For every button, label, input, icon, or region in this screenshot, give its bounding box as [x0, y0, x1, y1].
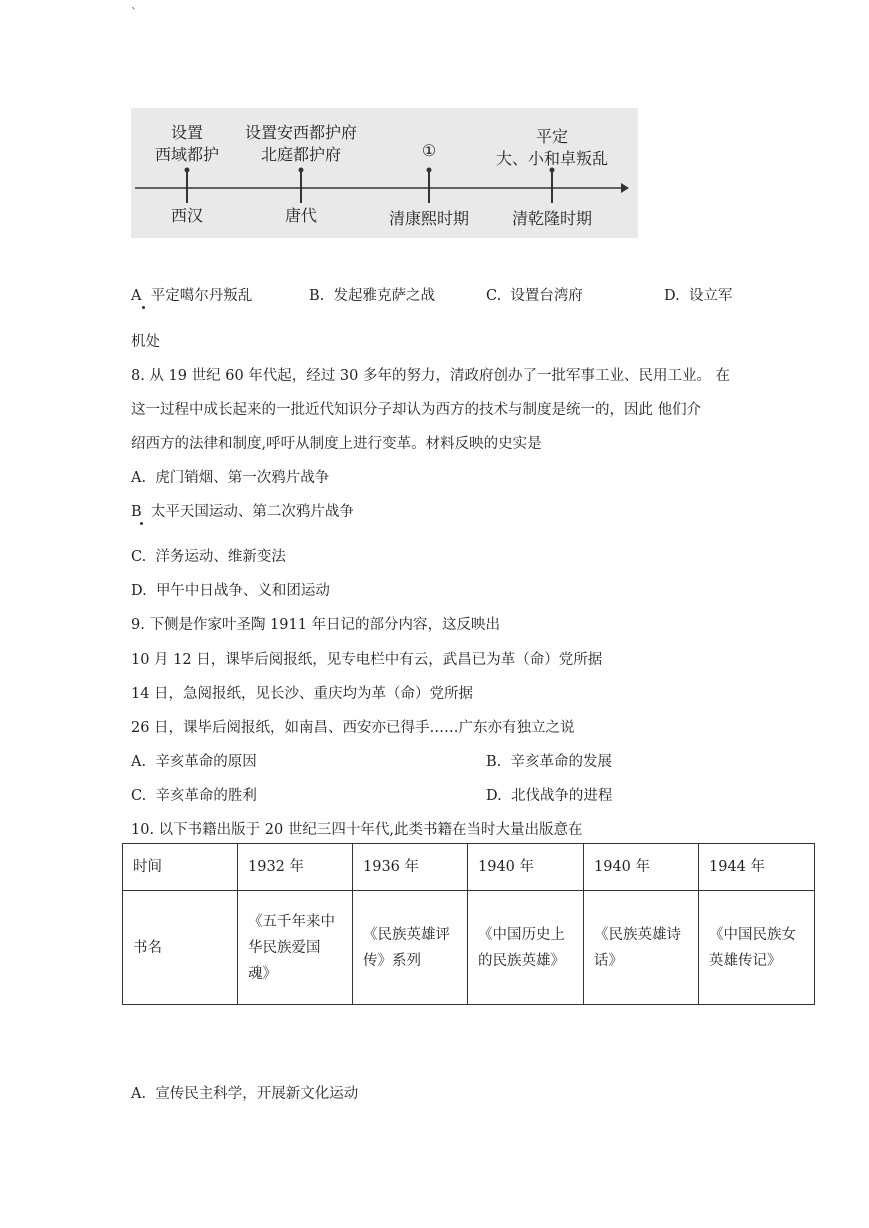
q8-option-b: B 太平天国运动、第二次鸦片战争	[131, 504, 354, 520]
q7-option-b: B. 发起雅克萨之战	[309, 288, 435, 304]
q9-option-a: A. 辛亥革命的原因	[131, 754, 257, 770]
q9-diary-line: 14 日，急阅报纸，见长沙、重庆均为革（命）党所据	[131, 686, 474, 702]
timeline-event-label: 大、小和卓叛乱	[495, 149, 609, 168]
timeline-figure	[131, 108, 638, 238]
table-header-cell: 1944 年	[699, 844, 815, 891]
timeline-era-label: 清康熙时期	[388, 209, 470, 228]
q8-option-c: C. 洋务运动、维新变法	[131, 549, 286, 565]
q10-stem: 10. 以下书籍出版于 20 世纪三四十年代,此类书籍在当时大量出版意在	[131, 822, 583, 838]
timeline-era-label: 唐代	[284, 206, 318, 225]
q8-stem-line: 8. 从 19 世纪 60 年代起，经过 30 多年的努力，清政府创办了一批军事工业、民用工业。 在	[131, 368, 731, 384]
table-cell-book: 《五千年来中 华民族爱国 魂》	[238, 891, 353, 1005]
table-cell-book: 《民族英雄评 传》系列	[353, 891, 468, 1005]
timeline-arrow	[621, 183, 629, 193]
bullet-dot	[142, 306, 145, 309]
q8-stem-line: 绍西方的法律和制度,呼吁从制度上进行变革。材料反映的史实是	[131, 436, 542, 452]
q9-option-c: C. 辛亥革命的胜利	[131, 788, 257, 804]
q9-option-b: B. 辛亥革命的发展	[486, 754, 612, 770]
q9-diary-line: 26 日，课毕后阅报纸，如南昌、西安亦已得手……广东亦有独立之说	[131, 720, 575, 736]
bullet-dot	[140, 522, 143, 525]
timeline-event-label: 设置	[170, 123, 204, 142]
q7-option-a: A 平定噶尔丹叛乱	[131, 288, 253, 304]
page-corner-mark: `	[131, 6, 137, 20]
table-row	[123, 844, 815, 891]
q7-option-d: D. 设立军	[664, 288, 733, 304]
table-cell-book: 《中国民族女 英雄传记》	[699, 891, 815, 1005]
table-row	[123, 891, 815, 1005]
q8-stem-line: 这一过程中成长起来的一批近代知识分子却认为西方的技术与制度是统一的，因此 他们介	[131, 402, 702, 418]
q8-option-d: D. 甲午中日战争、义和团运动	[131, 583, 330, 599]
table-header-cell: 1940 年	[584, 844, 699, 891]
table-row-label: 书名	[123, 891, 238, 1005]
timeline-era-label: 清乾隆时期	[511, 209, 593, 228]
timeline-event-label: 设置安西都护府	[244, 123, 358, 142]
table-cell-book: 《中国历史上 的民族英雄》	[468, 891, 584, 1005]
q7-option-d-wrap: 机处	[131, 334, 160, 350]
books-table	[122, 843, 815, 1005]
table-cell-book: 《民族英雄诗 话》	[584, 891, 699, 1005]
table-header-cell: 1932 年	[238, 844, 353, 891]
q9-option-d: D. 北伐战争的进程	[486, 788, 613, 804]
timeline-event-label: 北庭都护府	[260, 145, 342, 164]
q7-option-c: C. 设置台湾府	[486, 288, 583, 304]
table-header-cell: 时间	[123, 844, 238, 891]
q10-option-a: A. 宣传民主科学，开展新文化运动	[131, 1086, 359, 1102]
timeline-era-label: 西汉	[170, 206, 204, 225]
timeline-event-label: 平定	[535, 127, 569, 146]
q9-stem: 9. 下侧是作家叶圣陶 1911 年日记的部分内容，这反映出	[131, 617, 501, 633]
timeline-event-label: 西域都护	[154, 145, 220, 164]
q8-option-a: A. 虎门销烟、第一次鸦片战争	[131, 470, 330, 486]
q9-diary-line: 10 月 12 日，课毕后阅报纸，见专电栏中有云，武昌已为革（命）党所据	[131, 652, 603, 668]
timeline-event-label: ①	[421, 141, 437, 160]
table-header-cell: 1940 年	[468, 844, 584, 891]
table-header-cell: 1936 年	[353, 844, 468, 891]
